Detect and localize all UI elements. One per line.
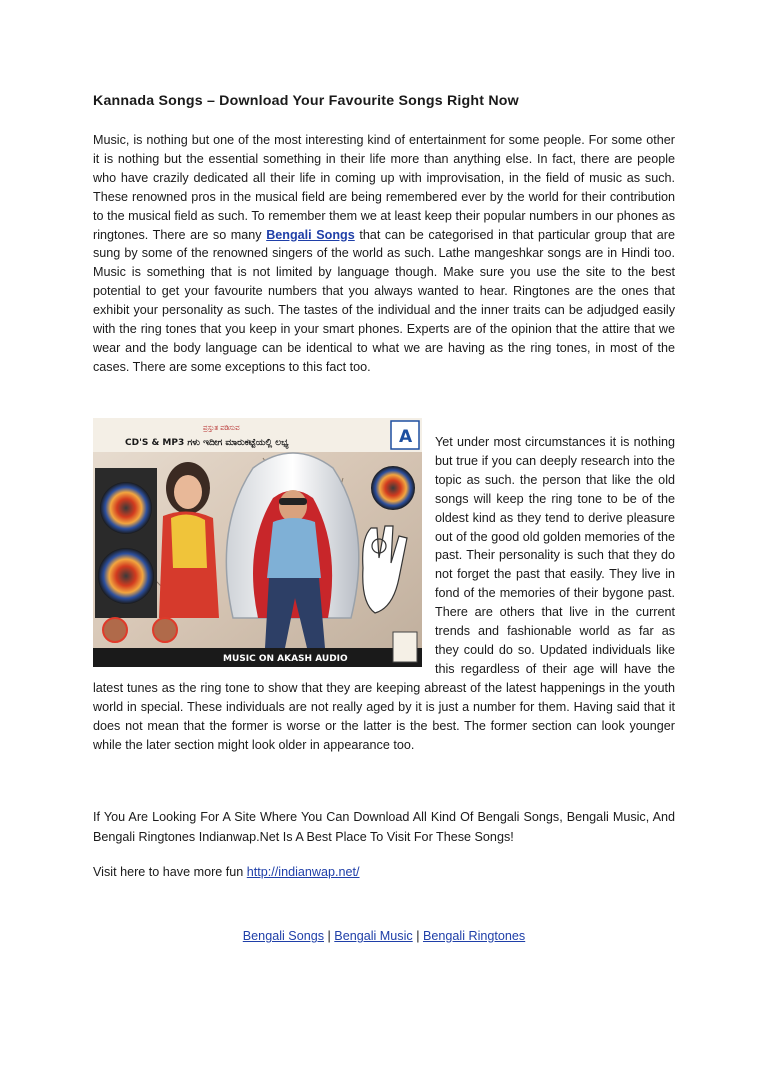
intro-text-before-link: Music, is nothing but one of the most interesting kind of entertainment for some people. For some other it is nothing but the essential something in their life more than anything else. In fact, there are people who have crazily dedicated all their life in coming up with improvisation, in the field of music as such. These renowned pros in the musical field are being remembered ever by the world for their contribution to the musical field as such. To remember them we at least keep their popular numbers in our phones as ringtones. There are so many xyxy=(93,133,675,242)
body-paragraph-2: Yet under most circumstances it is nothing but true if you can deeply research into the topic as such. the person that like the old songs will keep the ring tone to be of the oldest kind as they tend to derive pleasure out of the good old golden memories of the past. Their personality is such that they do not forget the past that easily. They live in fond of the memories of their bygone past. There are others that live in the current trends and fashionable world as far as they could do so. Updated individuals like this regardless of their age will have the latest tunes as the ring tone to show that they are keeping abreast of the latest happenings in the youth world in special. These individuals are not really aged by it is just a number for them. Having said that it does not mean that the former is worse or the latter is the best. The former section can look younger while the later section might look older in appearance too. xyxy=(93,435,675,752)
poster-top-small-text: ಪ್ರಸ್ತುತ ಪಡಿಸುವ xyxy=(203,424,240,432)
bengali-songs-inline-link[interactable]: Bengali Songs xyxy=(266,227,355,242)
intro-paragraph xyxy=(93,131,675,377)
footer-separator: | xyxy=(327,929,331,943)
visit-text: Visit here to have more fun xyxy=(93,865,247,879)
page-title: Kannada Songs – Download Your Favourite Songs Right Now xyxy=(93,93,519,109)
visit-line xyxy=(93,862,675,882)
footer-link-bengali-ringtones[interactable]: Bengali Ringtones xyxy=(422,929,526,943)
footer-links xyxy=(93,929,675,943)
footer-separator: | xyxy=(416,929,420,943)
intro-text-after-link: that can be categorised in that particular group that are sung by some of the renowned singers of the world as such. Lathe mangeshkar songs are in Hindi too. Music is something that is not limited by language though. Make sure you use the site to the best potential to get your favourite numbers that you always wanted to hear. Ringtones are the ones that exhibit your personality as such. The tastes of the individual and the inner traits can be adjudged easily with the ring tones that you keep in your smart phones. Experts are of the opinion that the attire that we wear and the body language can be identical to what we are having as the ring tones, in most of the cases. There are some exceptions to this fact too. xyxy=(93,227,675,374)
image-text-section xyxy=(93,418,675,754)
poster-top-text: CD'S & MP3 ಗಳು ಇದೀಗ ಮಾರುಕಟ್ಟೆಯಲ್ಲಿ ಲಭ್ಯ xyxy=(125,438,289,448)
promo-paragraph: If You Are Looking For A Site Where You Can Download All Kind Of Bengali Songs, Bengali Music, And Bengali Ringtones Indianwap.Net Is A Best Place To Visit For These Songs! xyxy=(93,810,675,844)
indianwap-link[interactable]: http://indianwap.net/ xyxy=(246,865,360,879)
poster-bottom-text: MUSIC ON AKASH AUDIO xyxy=(223,654,348,664)
footer-link-bengali-songs[interactable]: Bengali Songs xyxy=(242,929,325,943)
footer-link-bengali-music[interactable]: Bengali Music xyxy=(334,929,413,943)
album-poster-image xyxy=(93,418,422,667)
poster-logo-letter: A xyxy=(399,427,413,447)
